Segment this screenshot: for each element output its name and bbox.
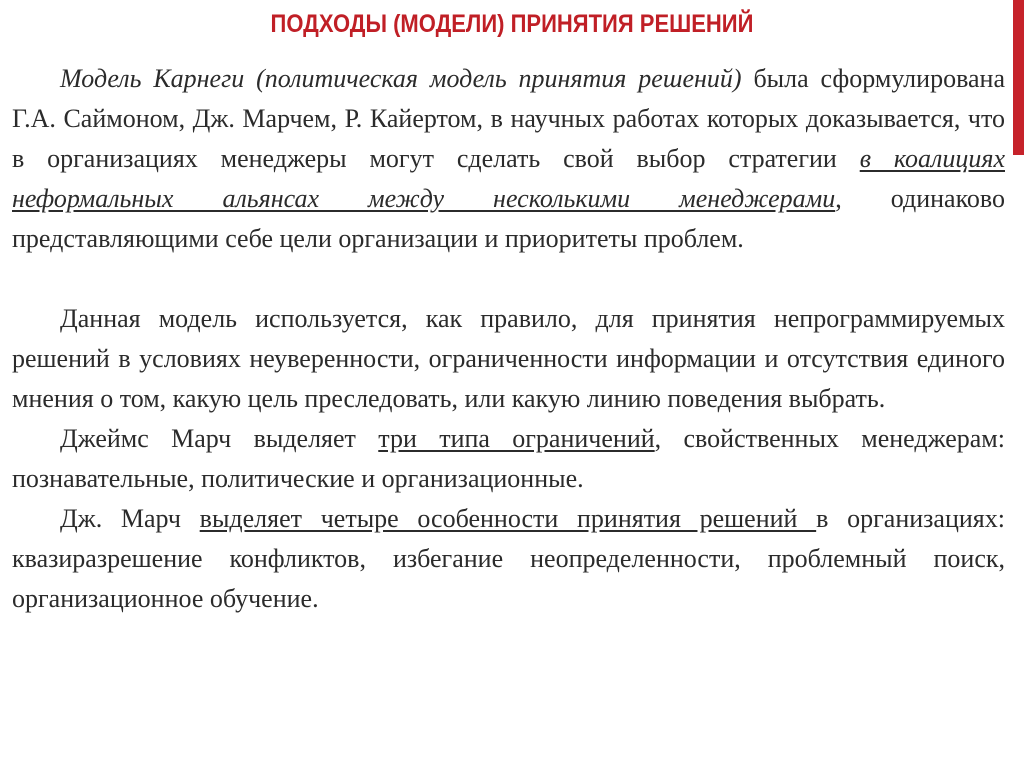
slide-body bbox=[12, 59, 1005, 619]
slide-title: ПОДХОДЫ (МОДЕЛИ) ПРИНЯТИЯ РЕШЕНИЙ bbox=[270, 10, 754, 38]
text-run: , одинаково представляющими себе цели организации и приоритеты проблем. bbox=[12, 184, 1005, 253]
text-run: , свойственных менеджерам: познавательные, политические и организационные. bbox=[12, 424, 1005, 493]
text-run: Джеймс Марч выделяет bbox=[60, 424, 379, 453]
coalitions-emphasis: в коалициях неформальных альянсах между несколькими менеджерами bbox=[12, 144, 1005, 213]
text-run: Дж. Марч bbox=[60, 504, 200, 533]
paragraph-carnegie-model bbox=[12, 59, 1005, 259]
paragraph-model-usage bbox=[12, 299, 1005, 419]
carnegie-model-term: Модель Карнеги (политическая модель принятия решений) bbox=[60, 64, 742, 93]
text-run: Данная модель используется, как правило, для принятия непрограммируемых решений в условиях неуверенности, ограниченности информации и отсутствия единого мнения о том, какую цель преследовать, или какую линию поведения выбрать. bbox=[12, 304, 1005, 413]
four-features-emphasis: выделяет четыре особенности принятия решений bbox=[199, 504, 817, 533]
paragraph-constraints bbox=[12, 419, 1005, 499]
text-run: была сформулирована Г.А. Саймоном, Дж. Марчем, Р. Кайертом, в научных работах которых доказывается, что в организациях менеджеры могут сделать свой выбор стратегии bbox=[12, 64, 1005, 173]
text-run: в организациях: квазиразрешение конфликтов, избегание неопределенности, проблемный поиск, организационное обучение. bbox=[12, 504, 1005, 613]
accent-bar bbox=[1013, 0, 1024, 155]
three-constraints-emphasis: три типа ограничений bbox=[378, 424, 655, 453]
paragraph-decision-features bbox=[12, 499, 1005, 619]
